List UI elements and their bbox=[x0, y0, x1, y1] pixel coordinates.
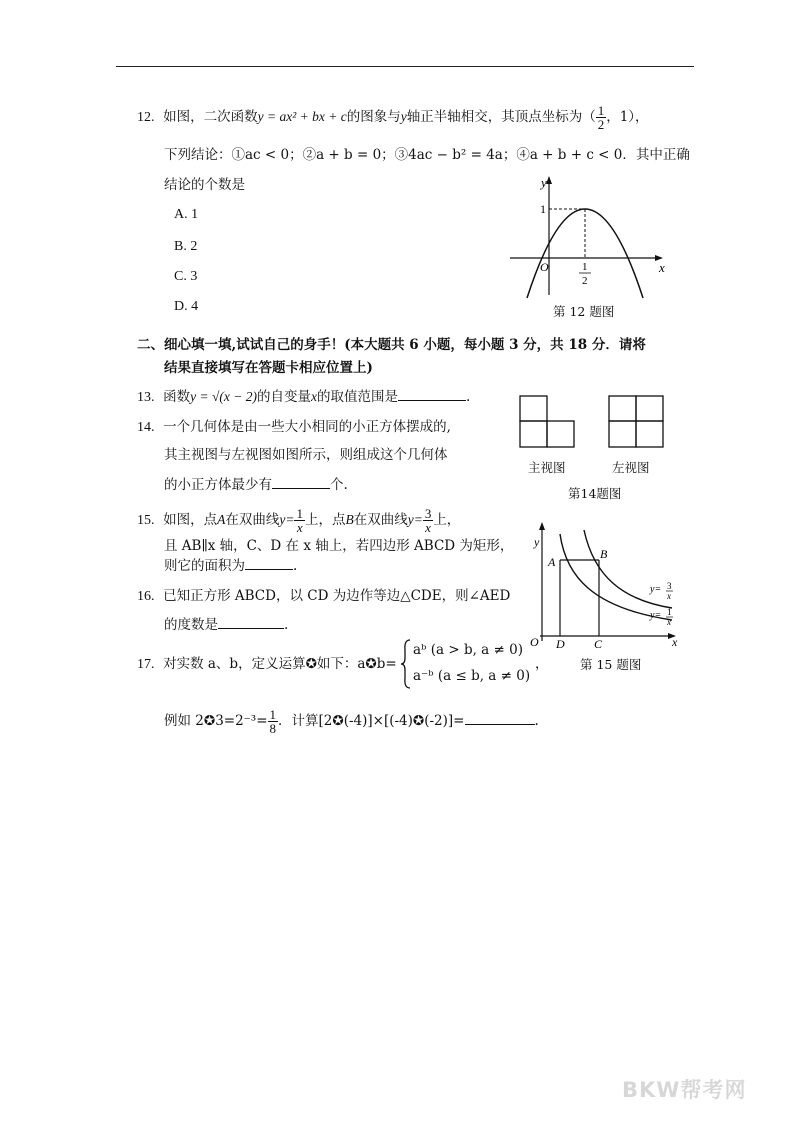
fig12-half-num: 1 bbox=[582, 261, 588, 273]
q14-fig-caption: 第14题图 bbox=[568, 486, 622, 501]
q15-line2: 且 AB∥x 轴，C、D 在 x 轴上，若四边形 ABCD 为矩形， bbox=[164, 538, 514, 554]
q15-line3: 则它的面积为 . bbox=[164, 558, 298, 574]
q17-brace bbox=[400, 638, 412, 690]
y-arrow-icon bbox=[539, 522, 545, 530]
top-rule bbox=[116, 66, 694, 67]
q16-line2: 的度数是 . bbox=[164, 617, 289, 633]
q17-line1: 17. 对实数 a、b，定义运算✪如下：a✪b= bbox=[137, 656, 397, 672]
svg-text:y: y bbox=[534, 535, 540, 549]
q14-line3: 的小正方体最少有 个. bbox=[164, 477, 348, 493]
svg-text:y=: y= bbox=[650, 584, 662, 595]
q12-option-b: B. 2 bbox=[174, 239, 198, 254]
fig12-y-label: y bbox=[541, 175, 547, 190]
svg-text:1: 1 bbox=[667, 607, 672, 617]
fig12-one-label: 1 bbox=[540, 202, 546, 216]
fig12-x-label: x bbox=[659, 260, 665, 275]
q13-line: 13. 函数y = √(x − 2)的自变量x的取值范围是 . bbox=[137, 389, 471, 405]
section2-heading-line1: 二、细心填一填,试试自己的身手！(本大题共 6 小题，每小题 3 分，共 18 分．请将 bbox=[137, 337, 646, 353]
q12-line3: 结论的个数是 bbox=[164, 177, 245, 193]
q17-example: 例如 2✪3=2⁻³= $\frac{1}{8}$ ．计算[2✪(-4)]×[(-4)✪(-2)]= . bbox=[164, 707, 539, 736]
q15-fig-caption: 第 15 题图 bbox=[580, 657, 642, 672]
q12-line1: 12. 如图，二次函数y = ax² + bx + c的图象与y轴正半轴相交，其顶点坐标为（ $\frac{1}{2}$ ，1）， bbox=[137, 103, 649, 132]
curve-y-1-over-x bbox=[560, 534, 672, 620]
q14-main-view-label: 主视图 bbox=[528, 460, 566, 475]
q14-main-view bbox=[518, 394, 578, 452]
q12-fig-caption: 第 12 题图 bbox=[553, 304, 615, 319]
q17-case2: a⁻ᵇ (a ≤ b, a ≠ 0) bbox=[413, 668, 531, 684]
q14-answer-blank bbox=[272, 488, 330, 489]
svg-text:D: D bbox=[556, 637, 565, 650]
svg-text:C: C bbox=[594, 637, 603, 650]
q15-line1: 15. 如图，点A在双曲线y= $\frac{1}{x}$上，点B在双曲线y= $\frac{3}{x}$上， bbox=[137, 506, 461, 535]
svg-text:x: x bbox=[667, 617, 671, 627]
svg-text:B: B bbox=[600, 547, 608, 561]
q12-parabola-figure bbox=[505, 170, 675, 300]
q17-answer-blank bbox=[465, 724, 535, 725]
svg-text:x: x bbox=[672, 635, 678, 649]
svg-text:A: A bbox=[548, 555, 556, 569]
section2-heading-line2: 结果直接填写在答题卡相应位置上) bbox=[164, 360, 373, 376]
q14-line2: 其主视图与左视图如图所示，则组成这个几何体 bbox=[164, 447, 448, 463]
svg-text:3: 3 bbox=[667, 581, 672, 591]
q16-line1: 16. 已知正方形 ABCD，以 CD 为边作等边△CDE，则∠AED bbox=[137, 588, 511, 604]
q17-comma: ， bbox=[535, 656, 549, 672]
fig12-origin-label: O bbox=[540, 260, 549, 274]
y-arrow-icon bbox=[546, 176, 552, 184]
q12-option-a: A. 1 bbox=[174, 207, 199, 222]
q12-line2: 下列结论：①ac < 0；②a + b = 0；③4ac − b² = 4a；④a + b + c < 0．其中正确 bbox=[164, 147, 690, 163]
q14-line1: 14. 一个几何体是由一些大小相同的小正方体摆成的, bbox=[137, 419, 451, 435]
curve-y-3-over-x bbox=[584, 530, 672, 608]
q12-option-d: D. 4 bbox=[174, 299, 199, 314]
q14-left-view-label: 左视图 bbox=[612, 460, 650, 475]
svg-text:O: O bbox=[530, 635, 539, 649]
q15-hyperbola-figure bbox=[522, 516, 682, 650]
q16-answer-blank bbox=[218, 628, 284, 629]
fig12-half-den: 2 bbox=[582, 275, 588, 287]
q15-answer-blank bbox=[245, 569, 293, 570]
q17-case1: aᵇ (a > b, a ≠ 0) bbox=[413, 642, 523, 658]
q13-answer-blank bbox=[398, 400, 466, 401]
q12-option-c: C. 3 bbox=[174, 269, 198, 284]
watermark-logo: BKW帮考网 bbox=[622, 1078, 747, 1102]
q14-left-view bbox=[607, 394, 667, 452]
svg-text:y=: y= bbox=[650, 610, 662, 621]
svg-text:x: x bbox=[667, 591, 671, 601]
